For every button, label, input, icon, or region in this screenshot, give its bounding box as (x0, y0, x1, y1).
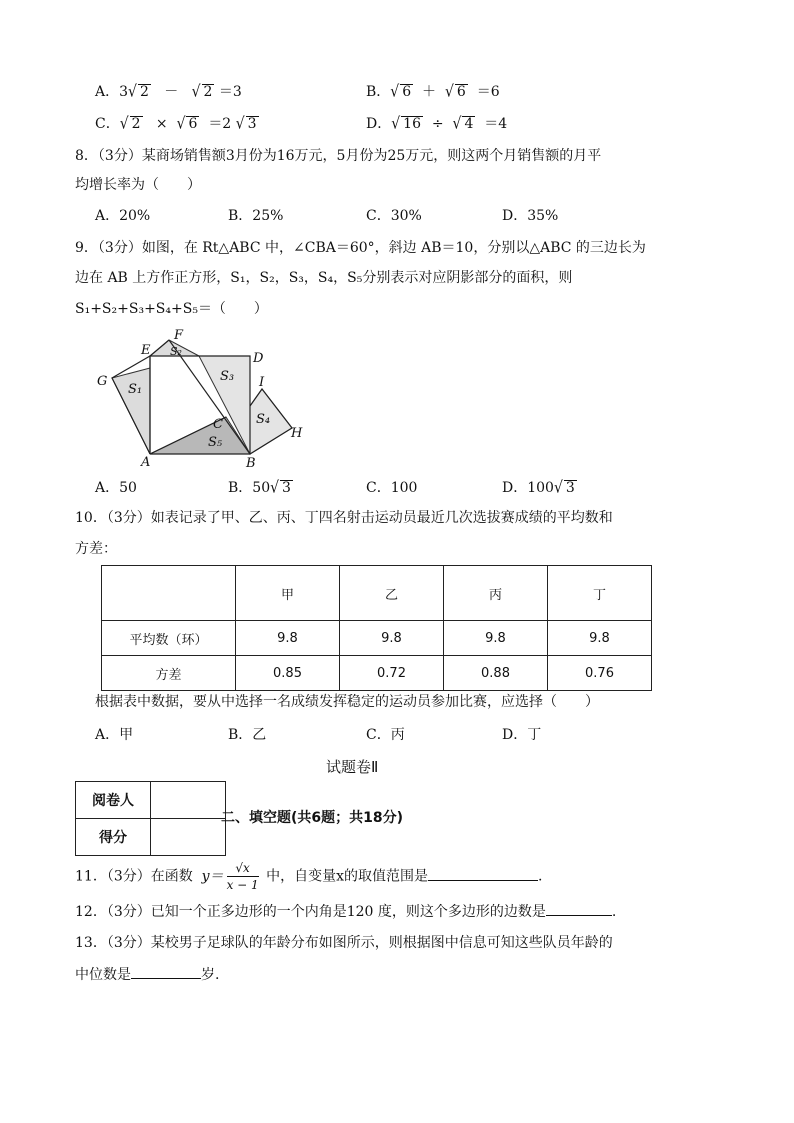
label-d: D (253, 351, 264, 366)
q10-option-a: A．甲 (95, 727, 134, 743)
q10-stem-line1: 10．（3分）如表记录了甲、乙、丙、丁四名射击运动员最近几次选拔赛成绩的平均数和 (75, 510, 613, 526)
q11-answer-blank[interactable] (428, 866, 538, 881)
table-cell: 9.8 (340, 621, 444, 656)
table-cell: 0.76 (548, 656, 652, 691)
scores-table (101, 565, 652, 691)
q9-option-d: D．100√ 3 (502, 478, 575, 498)
q9-geometry-figure (90, 325, 315, 470)
label-g: G (97, 374, 108, 389)
q10-option-d: D．丁 (502, 727, 542, 743)
table-header-cell (102, 566, 236, 621)
q11-stem: 11．（3分）在函数 y＝ $\frac{√x}{x - 1}$ 中，自变量x的取值范围是 . (75, 861, 543, 892)
shaded-s1 (112, 368, 150, 454)
q7-option-c: C．√ 2 × √ 6 ＝2 √ 3 (95, 114, 257, 134)
q7-option-a: A．3√ 2 － √ 2 ＝3 (95, 82, 242, 102)
label-e: E (141, 343, 151, 358)
label-b: B (246, 456, 256, 470)
table-cell: 9.8 (548, 621, 652, 656)
table-cell: 0.72 (340, 656, 444, 691)
label-a: A (141, 455, 151, 470)
table-header-row (102, 566, 652, 621)
paper-section-title: 试题卷Ⅱ (326, 758, 379, 776)
q9-stem-line3: S₁+S₂+S₃+S₄+S₅＝（ ） (75, 301, 268, 317)
q12-answer-blank[interactable] (546, 901, 612, 916)
q8-option-b: B．25% (228, 208, 284, 224)
table-header-cell: 丁 (548, 566, 652, 621)
grader-blank (151, 782, 226, 819)
q8-stem-line2: 均增长率为（ ） (75, 177, 201, 193)
grader-box (75, 781, 226, 856)
table-cell: 0.88 (444, 656, 548, 691)
q12-stem: 12．（3分）已知一个正多边形的一个内角是120 度，则这个多边形的边数是 . (75, 901, 616, 922)
table-row (102, 621, 652, 656)
q13-answer-blank[interactable] (131, 964, 201, 979)
label-s5: S₅ (208, 435, 223, 450)
table-row (102, 656, 652, 691)
label-s4: S₄ (256, 412, 271, 427)
table-header-cell: 丙 (444, 566, 548, 621)
q9-option-c: C．100 (366, 480, 418, 496)
score-label: 得分 (76, 819, 151, 856)
grader-label: 阅卷人 (76, 782, 151, 819)
q9-stem-line2: 边在 AB 上方作正方形，S₁，S₂，S₃，S₄，S₅分别表示对应阴影部分的面积，则 (75, 270, 573, 286)
q13-stem-line2: 中位数是 岁. (75, 964, 219, 985)
table-cell: 0.85 (236, 656, 340, 691)
label-i: I (259, 375, 265, 390)
q9-option-a: A．50 (95, 480, 137, 496)
section-heading: 二、填空题(共6题；共18分) (221, 810, 404, 826)
table-cell: 9.8 (236, 621, 340, 656)
label-f: F (174, 328, 184, 343)
q13-stem-line1: 13．（3分）某校男子足球队的年龄分布如图所示，则根据图中信息可知这些队员年龄的 (75, 935, 613, 951)
table-cell: 9.8 (444, 621, 548, 656)
q8-stem-line1: 8．（3分）某商场销售额3月份为16万元，5月份为25万元，则这两个月销售额的月平 (75, 148, 602, 164)
label-c: C (213, 417, 223, 432)
q10-option-b: B．乙 (228, 727, 267, 743)
table-header-cell: 甲 (236, 566, 340, 621)
q9-option-b: B．50√ 3 (228, 478, 291, 498)
q11-fraction: $\frac{√x}{x - 1}$ (226, 861, 259, 892)
q10-stem-line3: 根据表中数据，要从中选择一名成绩发挥稳定的运动员参加比赛，应选择（ ） (95, 694, 599, 710)
label-h: H (291, 426, 303, 441)
q10-stem-line2: 方差： (75, 541, 117, 557)
q10-option-c: C．丙 (366, 727, 405, 743)
label-s1: S₁ (128, 382, 143, 397)
q8-option-d: D．35% (502, 208, 559, 224)
q8-option-a: A．20% (95, 208, 151, 224)
q7-option-d: D．√ 16 ÷ √ 4 ＝4 (366, 114, 508, 134)
q7-option-b: B．√ 6 ＋ √ 6 ＝6 (366, 82, 500, 102)
q8-option-c: C．30% (366, 208, 422, 224)
q9-stem-line1: 9．（3分）如图，在 Rt△ABC 中，∠CBA＝60°，斜边 AB＝10，分别以△ABC 的三边长为 (75, 240, 646, 256)
table-cell: 方差 (102, 656, 236, 691)
table-cell: 平均数（环） (102, 621, 236, 656)
label-s3: S₃ (220, 369, 235, 384)
score-blank (151, 819, 226, 856)
table-header-cell: 乙 (340, 566, 444, 621)
label-s2: S₂ (170, 345, 182, 358)
